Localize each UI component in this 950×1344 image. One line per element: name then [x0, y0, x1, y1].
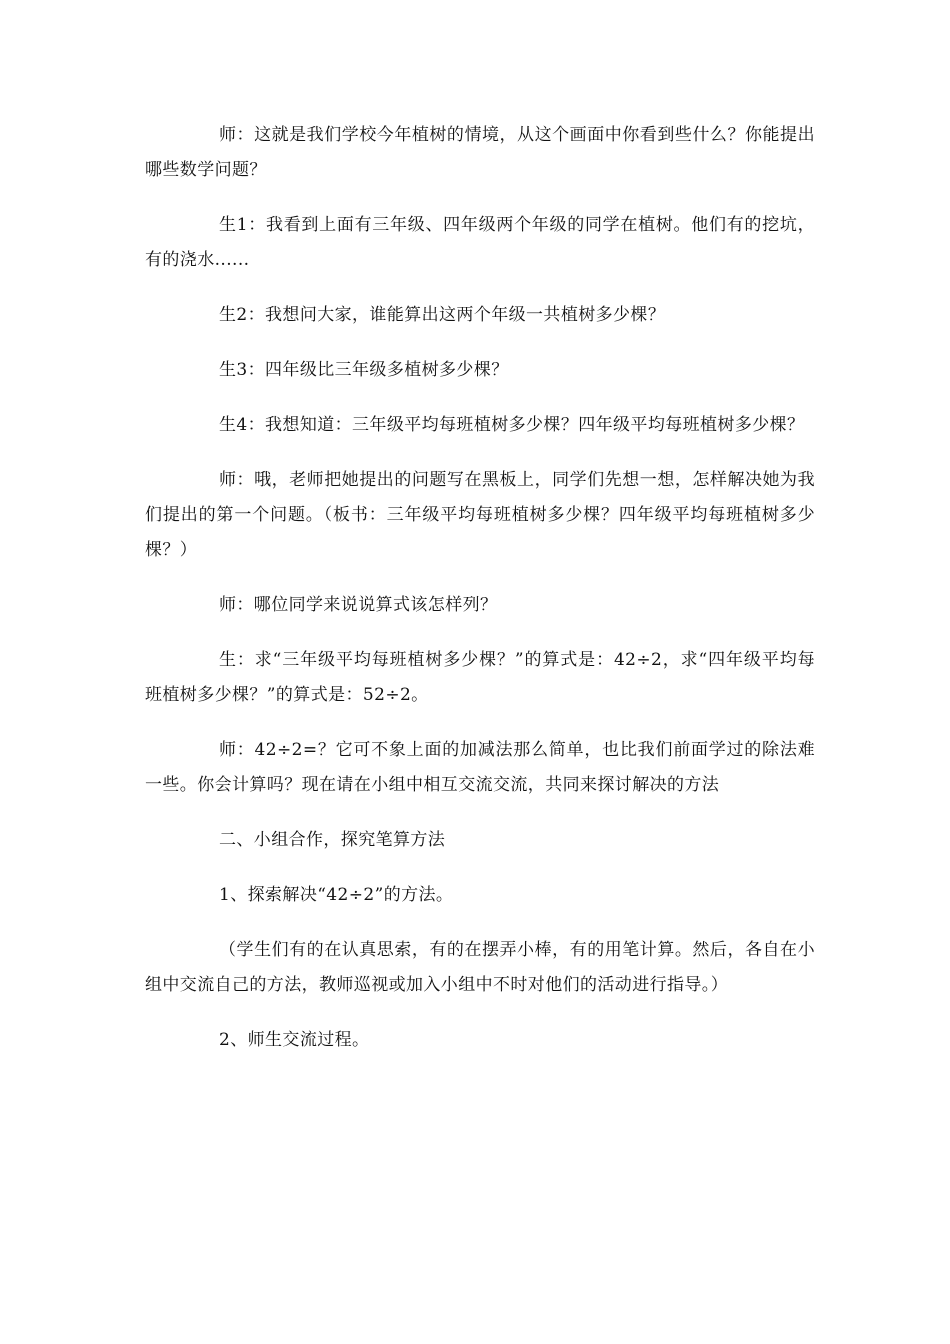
- section-heading: 二、小组合作，探究笔算方法: [219, 830, 446, 850]
- dialogue-student-1: 生1：我看到上面有三年级、四年级两个年级的同学在植树。他们有的挖坑，有的浇水......: [145, 215, 815, 270]
- dialogue-student-2: 生2：我想问大家，谁能算出这两个年级一共植树多少棵？: [219, 305, 666, 325]
- dialogue-teacher-intro: 师：这就是我们学校今年植树的情境，从这个画面中你看到些什么？你能提出哪些数学问题？: [145, 125, 815, 180]
- dialogue-teacher-blackboard: 师：哦，老师把她提出的问题写在黑板上，同学们先想一想，怎样解决她为我们提出的第一个问题。（板书：三年级平均每班植树多少棵？四年级平均每班植树多少棵？）: [145, 470, 815, 560]
- activity-note: （学生们有的在认真思索，有的在摆弄小棒，有的用笔计算。然后，各自在小组中交流自己的方法，教师巡视或加入小组中不时对他们的活动进行指导。）: [145, 940, 815, 995]
- step-2: 2、师生交流过程。: [219, 1030, 370, 1050]
- dialogue-student-formula: 生：求“三年级平均每班植树多少棵？”的算式是：42÷2，求“四年级平均每班植树多少棵？”的算式是：52÷2。: [145, 650, 815, 705]
- dialogue-student-4: 生4：我想知道：三年级平均每班植树多少棵？四年级平均每班植树多少棵？: [219, 415, 805, 435]
- document-body: [145, 118, 815, 1078]
- dialogue-student-3: 生3：四年级比三年级多植树多少棵？: [219, 360, 509, 380]
- dialogue-teacher-division: 师：42÷2=？它可不象上面的加减法那么简单，也比我们前面学过的除法难一些。你会计算吗？现在请在小组中相互交流交流，共同来探讨解决的方法: [145, 740, 815, 795]
- dialogue-teacher-question: 师：哪位同学来说说算式该怎样列？: [219, 595, 498, 615]
- step-1: 1、探索解决“42÷2”的方法。: [219, 885, 454, 905]
